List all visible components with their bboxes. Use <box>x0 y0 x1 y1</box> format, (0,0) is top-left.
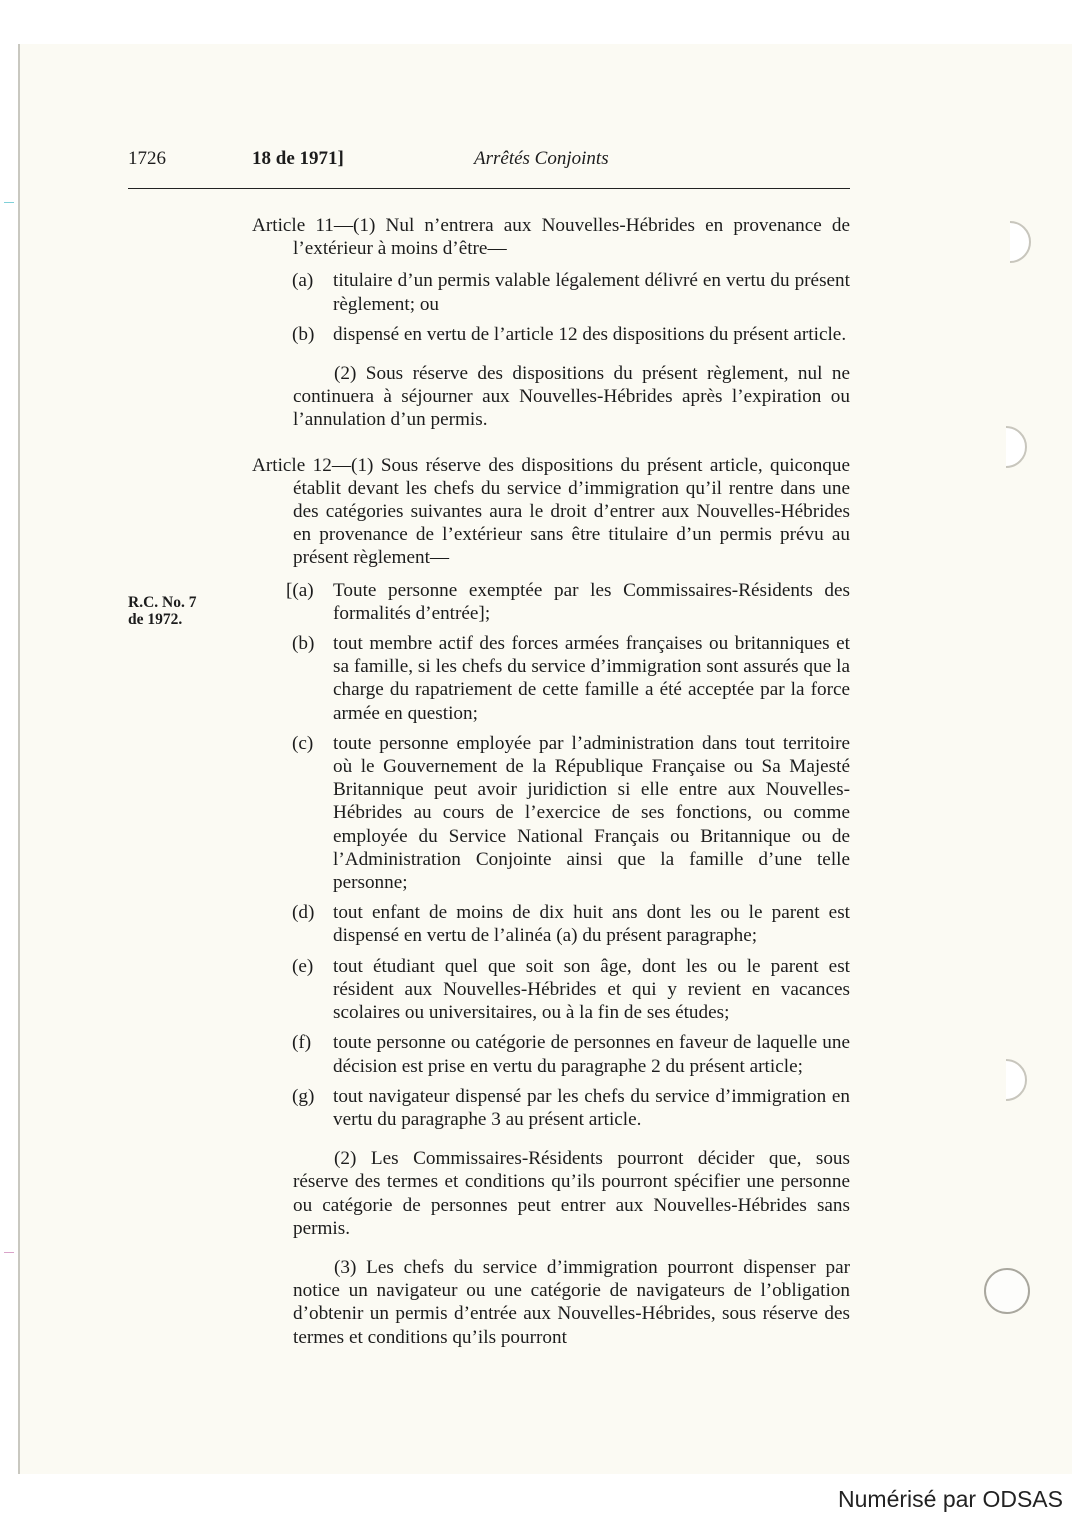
digitization-credit: Numérisé par ODSAS <box>838 1486 1063 1512</box>
article-11-item <box>252 269 850 315</box>
article-11-item <box>252 323 850 346</box>
item-text: tout membre actif des forces armées françaises ou britanniques et sa famille, si les chefs du service d’immigration sont assurés que la charge du rapatriement de cette famille a été acceptée par la force armée en question; <box>333 633 850 724</box>
article-12-item <box>252 632 850 725</box>
item-text: dispensé en vertu de l’article 12 des dispositions du présent article. <box>333 323 847 345</box>
scan-edge-mark <box>4 202 14 203</box>
item-label: (e) <box>292 955 314 977</box>
scan-edge-mark <box>4 1252 14 1253</box>
item-label: [(a) <box>286 579 314 601</box>
running-title: Arrêtés Conjoints <box>474 148 609 169</box>
item-text: tout enfant de moins de dix huit ans dont les ou le parent est dispensé en vertu de l’alinéa (a) du présent paragraphe; <box>333 902 850 947</box>
article-11-intro: Article 11—(1) Nul n’entrera aux Nouvelles-Hébrides en provenance de l’extérieur à moins d’être— <box>252 215 850 260</box>
item-label: (b) <box>292 323 315 345</box>
margin-note-line: R.C. No. 7 <box>128 594 197 611</box>
article-12-item <box>252 579 850 625</box>
article-12-item <box>252 1085 850 1131</box>
page-header <box>128 148 848 176</box>
article-12-intro: Article 12—(1) Sous réserve des dispositions du présent article, quiconque établit devant les chefs du service d’immigration qu’il rentre dans une des catégories suivantes aura le droit d’entrer aux Nouvelles-Hébrides en provenance de l’extérieur sans être titulaire d’un permis prévu au présent règlement— <box>252 454 850 569</box>
item-text: tout étudiant quel que soit son âge, dont les ou le parent est résident aux Nouvelles-Hébrides et qui y revient en vacances scolaires ou universitaires, ou à la fin de ses études; <box>333 955 850 1024</box>
article-12-item <box>252 901 850 947</box>
article-11-paragraph-2: (2) Sous réserve des dispositions du présent règlement, nul ne continuera à séjourner aux Nouvelles-Hébrides après l’expiration ou l’annulation d’un permis. <box>293 363 850 431</box>
item-label: (c) <box>292 732 314 754</box>
item-text: toute personne employée par l’administration dans tout territoire où le Gouvernement de la République Française ou Sa Majesté Britannique peut avoir juridiction si elle entre aux Nouvelles-Hébrides au cours de l’exercice de ses fonctions, ou comme employée du Service National Français ou Britannique ou de l’Administration Conjointe ainsi que la famille d’une telle personne; <box>333 732 850 894</box>
ordinance-reference: 18 de 1971] <box>252 148 344 169</box>
item-label: (f) <box>292 1032 312 1054</box>
margin-note-line: de 1972. <box>128 611 183 628</box>
item-label: (d) <box>292 902 315 924</box>
article-12-paragraph-3: (3) Les chefs du service d’immigration pourront dispenser par notice un navigateur ou une catégorie de navigateurs de l’obligation d’obtenir un permis d’entrée aux Nouvelles-Hébrides, sous réserve des termes et conditions qu’ils pourront <box>293 1256 850 1348</box>
page-number: 1726 <box>128 148 166 169</box>
article-12-paragraph-2: (2) Les Commissaires-Résidents pourront décider que, sous réserve des termes et conditions qu’ils pourront spécifier une personne ou catégorie de personnes peut entrer aux Nouvelles-Hébrides sans permis. <box>293 1148 850 1239</box>
article-12-item <box>252 1031 850 1077</box>
punch-hole <box>984 1268 1030 1314</box>
article-12-item <box>252 732 850 894</box>
item-text: Toute personne exemptée par les Commissaires-Résidents des formalités d’entrée]; <box>333 579 850 624</box>
item-text: tout navigateur dispensé par les chefs du service d’immigration en vertu du paragraphe 3 au présent article. <box>333 1085 850 1130</box>
article-12-item <box>252 955 850 1025</box>
item-text: toute personne ou catégorie de personnes en faveur de laquelle une décision est prise en vertu du paragraphe 2 du présent article; <box>333 1032 850 1077</box>
item-label: (g) <box>292 1085 315 1107</box>
header-rule <box>128 188 850 189</box>
document-body <box>252 214 850 1358</box>
margin-note <box>128 594 238 628</box>
item-label: (b) <box>292 633 315 655</box>
item-label: (a) <box>292 270 314 292</box>
item-text: titulaire d’un permis valable légalement délivré en vertu du présent règlement; ou <box>333 270 850 315</box>
